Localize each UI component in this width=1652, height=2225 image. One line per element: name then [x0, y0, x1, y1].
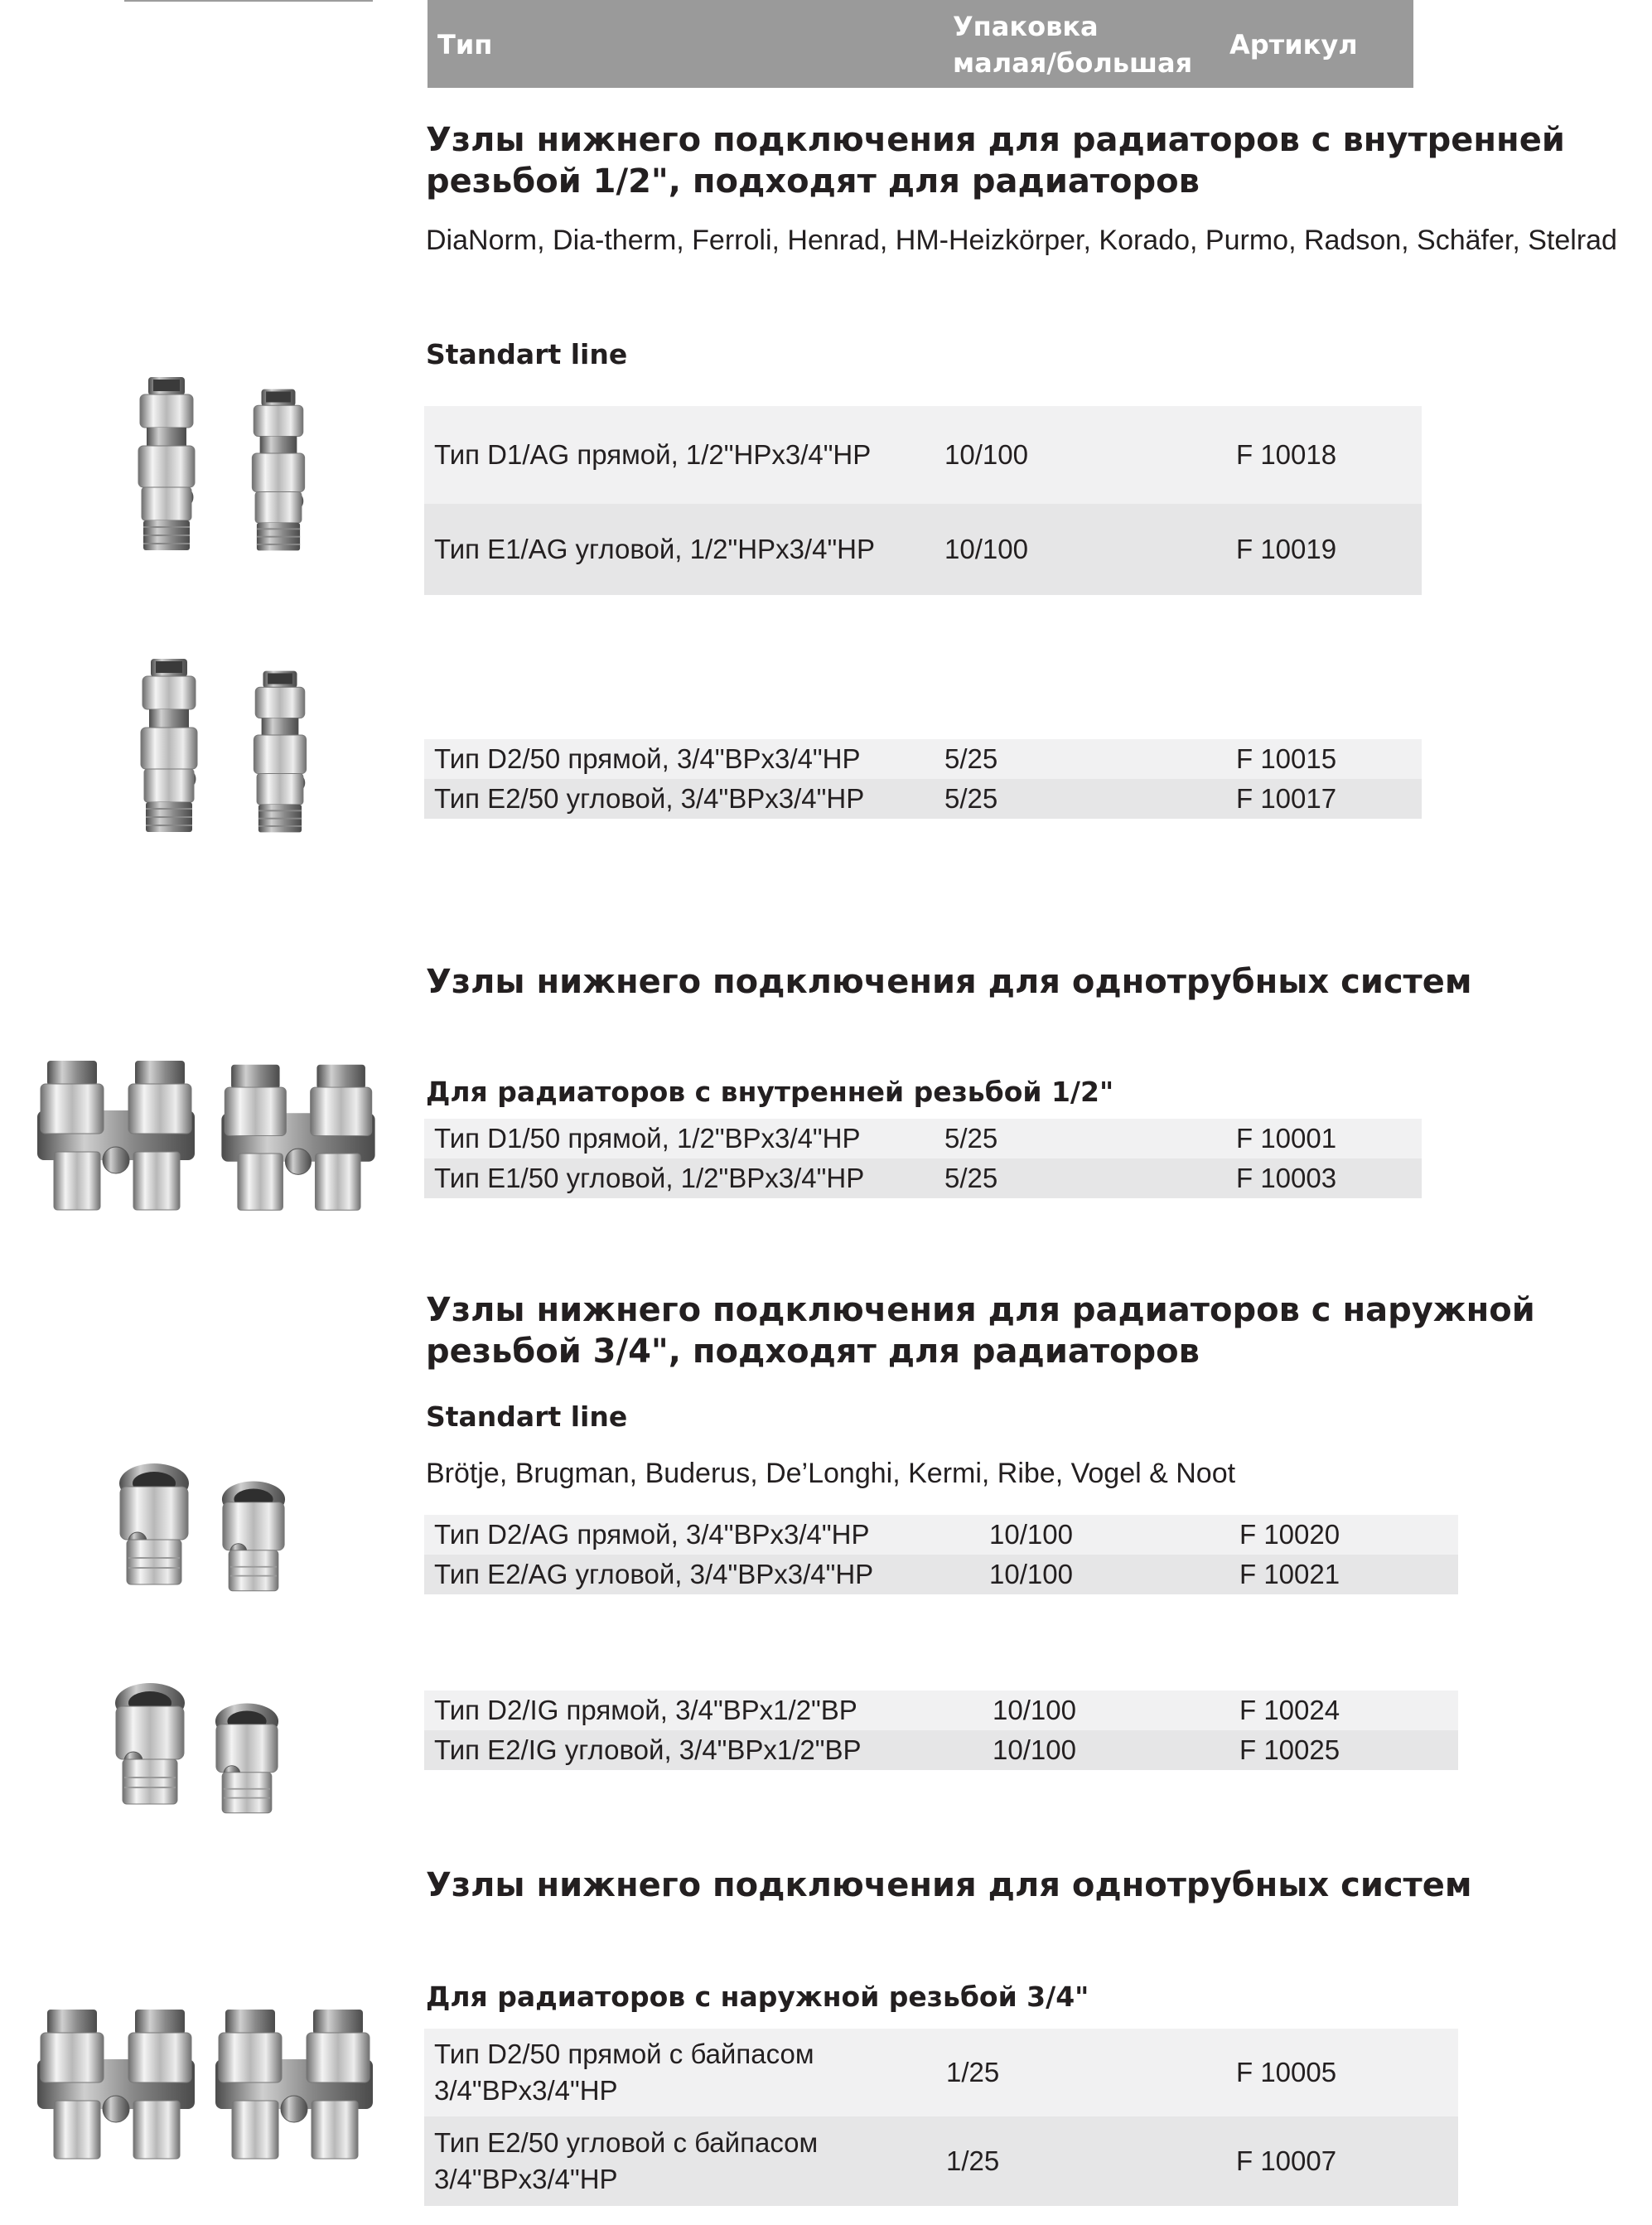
row-type-line2: 3/4"ВРх3/4"НР — [434, 2075, 618, 2106]
section2-table — [424, 1119, 1422, 1198]
row-pack: 10/100 — [944, 439, 1028, 470]
row-type: Тип E2/AG угловой, 3/4"ВРх3/4"НР — [434, 1559, 874, 1589]
row-type: Тип E1/AG угловой, 1/2"НРх3/4"НР — [434, 534, 875, 564]
section1-brands: DiaNorm, Dia-therm, Ferroli, Henrad, HM-Heizkörper, Korado, Purmo, Radson, Schäfer, Stelrad — [426, 225, 1617, 256]
row-article: F 10005 — [1236, 2057, 1337, 2087]
row-pack: 10/100 — [989, 1519, 1073, 1550]
row-type: Тип E2/IG угловой, 3/4"ВРх1/2"ВР — [434, 1734, 862, 1765]
header-type: Тип — [437, 29, 493, 60]
row-article: F 10020 — [1239, 1519, 1340, 1550]
row-pack: 1/25 — [946, 2145, 1000, 2176]
row-article: F 10003 — [1236, 1163, 1337, 1193]
valve-one-pipe-icon — [207, 2001, 381, 2167]
table-row — [424, 1119, 1422, 1158]
table-row — [424, 504, 1422, 595]
table-row — [424, 739, 1422, 779]
row-type — [434, 2029, 814, 2116]
row-type-line1: Тип E2/50 угловой с байпасом — [434, 2127, 819, 2158]
row-type: Тип D2/IG прямой, 3/4"ВРх1/2"ВР — [434, 1695, 857, 1725]
section1-table-a — [424, 406, 1422, 595]
section4-subtitle: Для радиаторов с наружной резьбой 3/4" — [426, 1981, 1089, 2013]
section3-brands: Brötje, Brugman, Buderus, De’Longhi, Kermi, Ribe, Vogel & Noot — [426, 1458, 1236, 1489]
row-pack: 10/100 — [989, 1559, 1073, 1589]
row-article: F 10019 — [1236, 534, 1337, 564]
section1-table-b — [424, 739, 1422, 819]
row-pack: 5/25 — [944, 783, 998, 814]
table-row — [424, 1555, 1458, 1594]
row-article: F 10001 — [1236, 1123, 1337, 1154]
table-row — [424, 1158, 1422, 1198]
section4-table — [424, 2029, 1458, 2206]
row-type-line2: 3/4"ВРх3/4"НР — [434, 2164, 618, 2194]
valve-straight-icon — [108, 1458, 200, 1591]
valve-angle-icon — [232, 385, 325, 555]
section3-subtitle: Standart line — [426, 1400, 628, 1433]
table-row — [424, 1691, 1458, 1730]
table-row — [424, 1515, 1458, 1555]
section2-title: Узлы нижнего подключения для однотрубных систем — [426, 963, 1472, 1001]
table-row — [424, 406, 1422, 504]
row-pack: 5/25 — [944, 1123, 998, 1154]
row-article: F 10015 — [1236, 743, 1337, 774]
section4-title: Узлы нижнего подключения для однотрубных систем — [426, 1866, 1472, 1904]
valve-straight-icon — [123, 655, 215, 837]
section3-table-a — [424, 1515, 1458, 1594]
row-article: F 10018 — [1236, 439, 1337, 470]
table-row — [424, 2116, 1458, 2206]
row-type: Тип D2/AG прямой, 3/4"ВРх3/4"НР — [434, 1519, 870, 1550]
row-type — [434, 2116, 818, 2206]
section2-subtitle: Для радиаторов с внутренней резьбой 1/2" — [426, 1076, 1114, 1108]
row-pack: 10/100 — [944, 534, 1028, 564]
top-rule — [124, 0, 373, 2]
row-type: Тип D2/50 прямой, 3/4"ВРх3/4"НР — [434, 743, 861, 774]
row-pack: 1/25 — [946, 2057, 1000, 2087]
row-article: F 10007 — [1236, 2145, 1337, 2176]
valve-one-pipe-icon — [211, 1057, 385, 1218]
valve-angle-icon — [234, 667, 326, 837]
row-article: F 10025 — [1239, 1734, 1340, 1765]
header-pack-line2: малая/большая — [953, 47, 1193, 79]
row-pack: 10/100 — [993, 1695, 1076, 1725]
section3-title: Узлы нижнего подключения для радиаторов с наружной резьбой 3/4", подходят для радиаторов — [426, 1291, 1535, 1371]
valve-angle-icon — [207, 1477, 300, 1597]
row-pack: 10/100 — [993, 1734, 1076, 1765]
section1-subtitle: Standart line — [426, 338, 628, 370]
valve-one-pipe-icon — [29, 1052, 203, 1218]
table-row — [424, 2029, 1458, 2116]
header-article: Артикул — [1229, 29, 1358, 60]
row-type-line1: Тип D2/50 прямой с байпасом — [434, 2039, 814, 2069]
row-article: F 10024 — [1239, 1695, 1340, 1725]
section1-title: Узлы нижнего подключения для радиаторов с внутренней резьбой 1/2", подходят для радиаторов — [426, 121, 1565, 201]
row-pack: 5/25 — [944, 1163, 998, 1193]
row-article: F 10017 — [1236, 783, 1337, 814]
row-article: F 10021 — [1239, 1559, 1340, 1589]
valve-straight-icon — [120, 373, 213, 555]
row-type: Тип E1/50 угловой, 1/2"ВРх3/4"НР — [434, 1163, 865, 1193]
table-header — [427, 0, 1413, 88]
table-row — [424, 1730, 1458, 1770]
header-pack-line1: Упаковка — [953, 11, 1099, 42]
row-pack: 5/25 — [944, 743, 998, 774]
row-type: Тип E2/50 угловой, 3/4"ВРх3/4"НР — [434, 783, 865, 814]
row-type: Тип D1/AG прямой, 1/2"НРх3/4"НР — [434, 439, 872, 470]
table-row — [424, 779, 1422, 819]
valve-straight-icon — [104, 1678, 196, 1811]
valve-one-pipe-icon — [29, 2001, 203, 2167]
valve-angle-icon — [200, 1699, 293, 1819]
section3-table-b — [424, 1691, 1458, 1770]
row-type: Тип D1/50 прямой, 1/2"ВРх3/4"НР — [434, 1123, 861, 1154]
